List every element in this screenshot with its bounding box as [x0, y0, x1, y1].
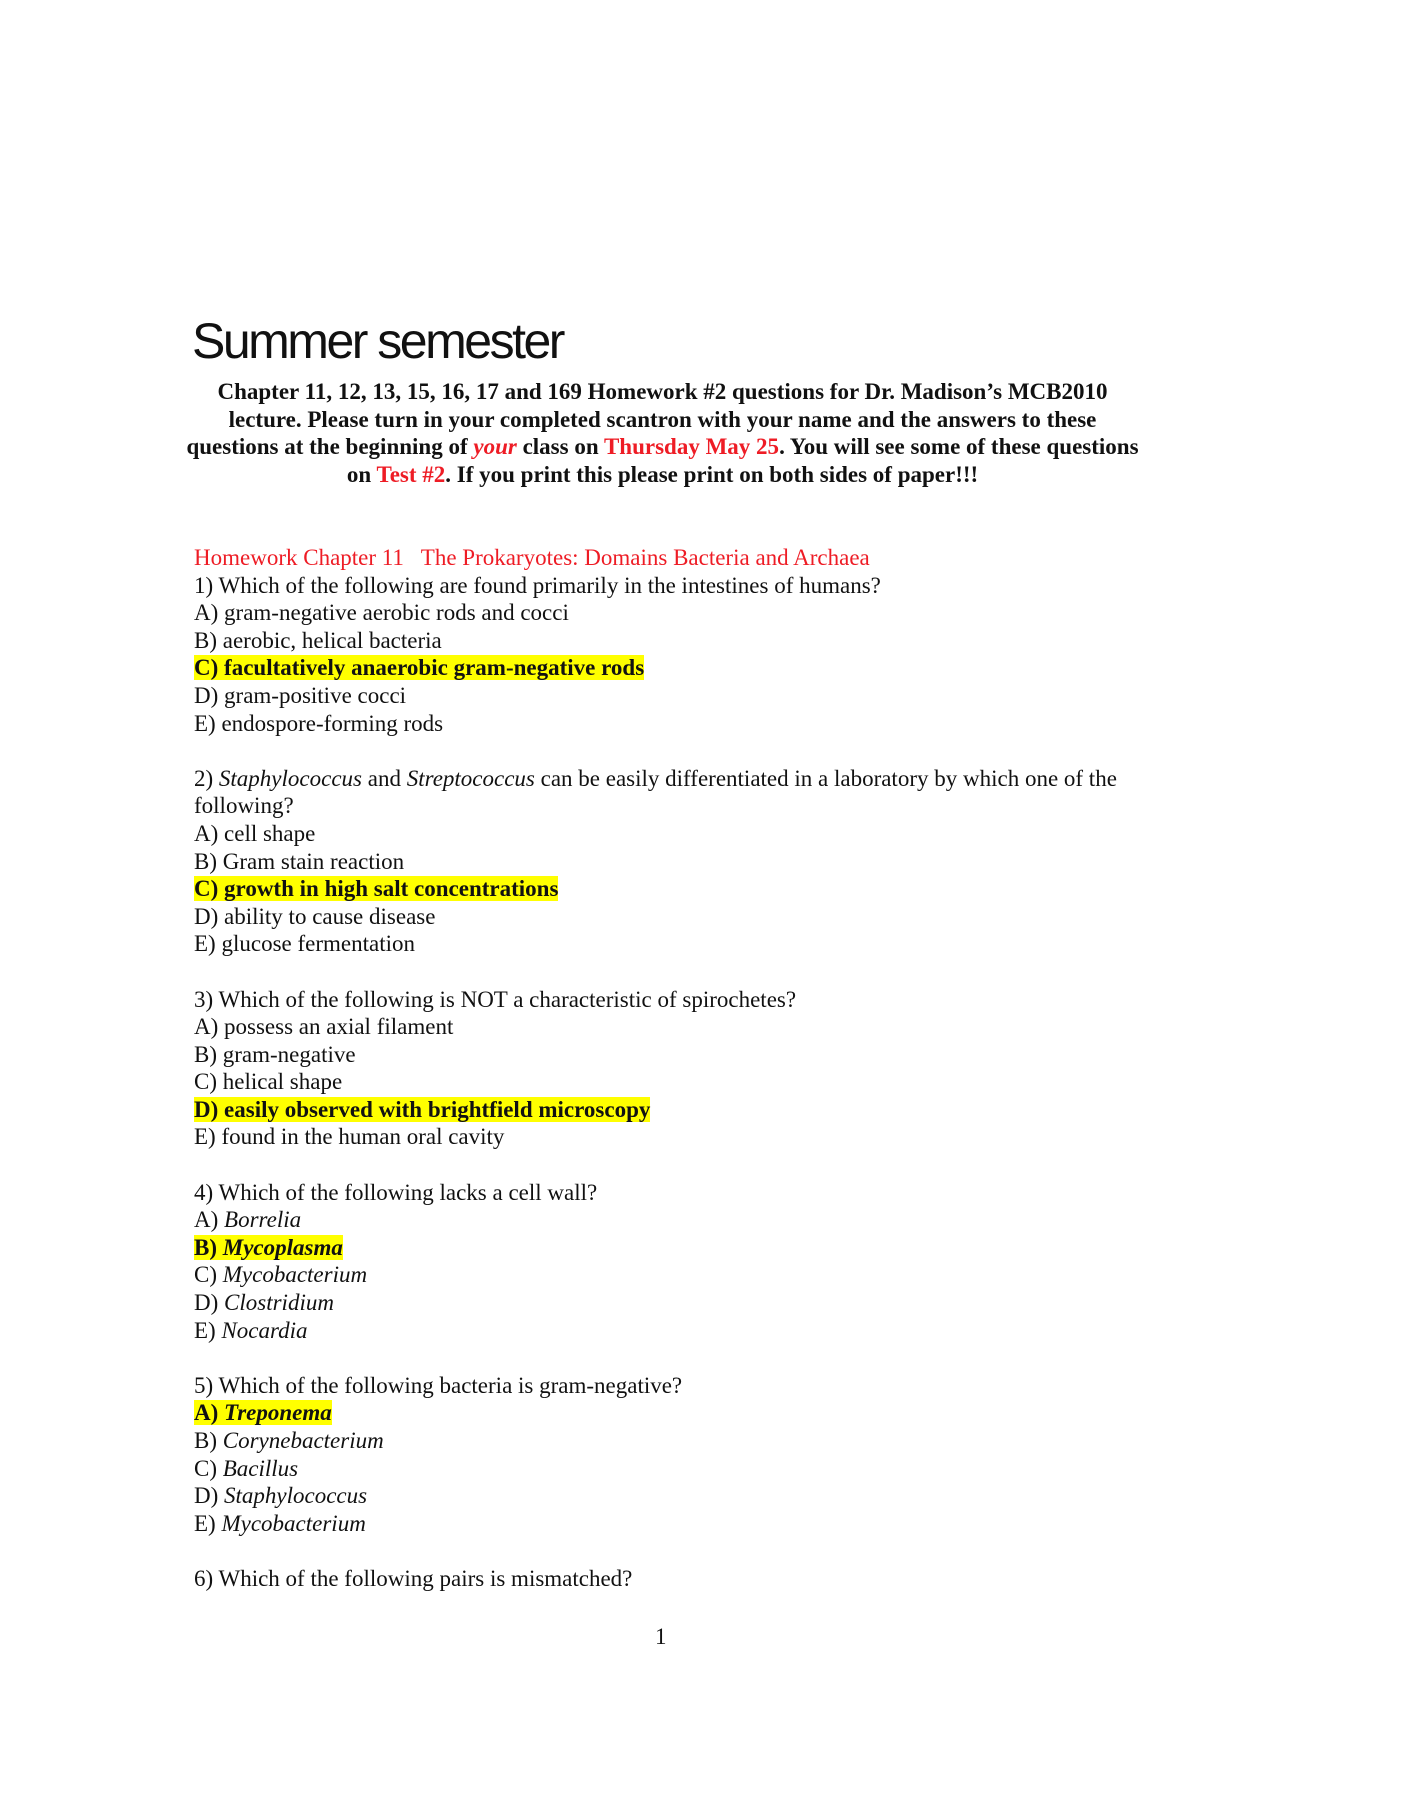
answer-option [194, 1013, 1144, 1041]
option-text: ability to cause disease [224, 903, 436, 929]
question-stem [194, 1179, 1144, 1207]
answer-option-correct [194, 875, 1144, 903]
option-text: Gram stain reaction [222, 848, 405, 874]
option-content [194, 1069, 342, 1094]
test-name: Test #2 [376, 461, 446, 487]
option-text: gram-positive cocci [224, 682, 407, 708]
stem-text: 4) Which of the following lacks a cell wall? [194, 1179, 598, 1205]
option-label: E) [194, 1317, 216, 1343]
question-stem [194, 765, 1144, 820]
option-content [194, 1483, 367, 1508]
answer-option [194, 682, 1144, 710]
blank-line [194, 1151, 1144, 1179]
highlighted-answer [194, 1400, 332, 1425]
answer-option [194, 820, 1144, 848]
intro-text: class on [516, 434, 604, 460]
answer-option [194, 1206, 1144, 1234]
option-content [194, 1511, 366, 1536]
option-label: E) [194, 1510, 216, 1536]
option-content [194, 1262, 367, 1287]
option-text: Borrelia [224, 1207, 302, 1233]
homework-body [194, 544, 1144, 1593]
option-content [194, 711, 443, 736]
option-label: A) [194, 1400, 219, 1426]
option-content [194, 1290, 334, 1315]
highlighted-answer [194, 1097, 650, 1122]
option-label: B) [194, 1041, 217, 1067]
option-label: B) [194, 1428, 217, 1453]
option-label: D) [194, 1096, 219, 1122]
stem-text: 1) Which of the following are found primarily in the intestines of humans? [194, 572, 881, 598]
answer-option [194, 1261, 1144, 1289]
intro-text: . You will see some of these questions on [346, 434, 1139, 487]
option-label: D) [194, 903, 219, 929]
option-text: possess an axial filament [224, 1014, 454, 1040]
question-stem [194, 572, 1144, 600]
highlighted-answer [194, 655, 644, 680]
answer-option [194, 1123, 1144, 1151]
option-label: A) [194, 820, 219, 846]
document-title: Summer semester [192, 313, 563, 369]
option-label: C) [194, 1262, 217, 1288]
stem-text: and [362, 765, 407, 791]
option-content [194, 600, 569, 625]
option-text: found in the human oral cavity [221, 1124, 505, 1150]
answer-option-correct [194, 1234, 1144, 1262]
blank-line [194, 1344, 1144, 1372]
option-text: facultatively anaerobic gram-negative rods [224, 655, 645, 681]
answer-option [194, 627, 1144, 655]
option-label: C) [194, 1455, 217, 1481]
option-text: Treponema [224, 1400, 332, 1426]
option-content [194, 628, 442, 653]
stem-text: 5) Which of the following bacteria is gram-negative? [194, 1372, 683, 1398]
stem-text: 3) Which of the following is NOT a characteristic of spirochetes? [194, 986, 797, 1012]
option-content [194, 904, 435, 929]
due-date: Thursday May 25 [603, 434, 780, 460]
option-text: Mycobacterium [222, 1262, 368, 1288]
option-text: Mycoplasma [222, 1234, 343, 1260]
question-stem [194, 1372, 1144, 1400]
section-heading: Homework Chapter 11 The Prokaryotes: Domains Bacteria and Archaea [194, 545, 870, 570]
option-label: D) [194, 1290, 219, 1316]
answer-option [194, 1317, 1144, 1345]
answer-option-correct [194, 654, 1144, 682]
option-content [194, 1456, 298, 1481]
intro-text: . If you print this please print on both sides of paper!!! [445, 461, 979, 487]
assignment-instructions [180, 378, 1145, 488]
stem-text: Streptococcus [406, 765, 535, 791]
answer-option [194, 903, 1144, 931]
highlighted-answer [194, 876, 558, 901]
answer-option [194, 1289, 1144, 1317]
option-label: E) [194, 710, 216, 736]
option-content [194, 931, 415, 956]
highlighted-answer [194, 1235, 343, 1260]
answer-option [194, 1482, 1144, 1510]
option-text: Bacillus [222, 1455, 299, 1481]
option-content [194, 1318, 308, 1343]
option-text: growth in high salt concentrations [224, 876, 559, 902]
blank-line [194, 1537, 1144, 1565]
option-label: D) [194, 1483, 219, 1509]
option-content [194, 1428, 384, 1453]
option-content [194, 1124, 504, 1149]
option-label: E) [194, 1124, 216, 1150]
option-label: C) [194, 876, 219, 902]
option-text: cell shape [224, 820, 316, 846]
answer-option [194, 848, 1144, 876]
blank-line [194, 958, 1144, 986]
option-content [194, 1207, 301, 1232]
answer-option-correct [194, 1096, 1144, 1124]
answer-option [194, 710, 1144, 738]
option-text: aerobic, helical bacteria [222, 627, 442, 653]
option-content [194, 1014, 453, 1039]
answer-option [194, 1427, 1144, 1455]
answer-option [194, 1041, 1144, 1069]
answer-option [194, 1510, 1144, 1538]
question-list [194, 572, 1144, 1593]
option-label: B) [194, 1234, 217, 1260]
option-text: Nocardia [221, 1317, 308, 1343]
option-label: A) [194, 1014, 219, 1040]
option-text: helical shape [222, 1069, 343, 1095]
answer-option [194, 1455, 1144, 1483]
option-content [194, 849, 404, 874]
option-text: easily observed with brightfield microscopy [224, 1096, 651, 1122]
option-label: B) [194, 848, 217, 874]
answer-option [194, 1068, 1144, 1096]
answer-option [194, 930, 1144, 958]
stem-text: 2) [194, 765, 219, 791]
stem-text: 6) Which of the following pairs is mismatched? [194, 1565, 633, 1591]
answer-option-correct [194, 1399, 1144, 1427]
stem-text: Staphylococcus [218, 765, 362, 791]
answer-option [194, 599, 1144, 627]
option-text: Corynebacterium [222, 1428, 384, 1453]
question-stem [194, 1565, 1144, 1593]
option-text: Mycobacterium [221, 1510, 366, 1536]
question-stem [194, 986, 1144, 1014]
intro-your: your [473, 434, 517, 460]
option-content [194, 1042, 356, 1067]
page-number: 1 [655, 1624, 667, 1649]
option-text: glucose fermentation [221, 931, 415, 957]
option-label: A) [194, 600, 219, 626]
intro-text: Chapter 11, 12, 13, 15, 16, 17 and 169 Homework #2 questions for Dr. Madison’s MCB2010 lecture. Please turn in your completed scantron with your name and the answers to these questions at the beginning of [186, 379, 1108, 460]
option-text: Clostridium [224, 1290, 334, 1316]
option-label: B) [194, 627, 217, 653]
option-label: C) [194, 655, 219, 681]
option-label: A) [194, 1207, 219, 1233]
option-text: Staphylococcus [224, 1483, 368, 1509]
blank-line [194, 737, 1144, 765]
option-label: C) [194, 1069, 217, 1095]
option-label: E) [194, 931, 216, 957]
option-content [194, 683, 406, 708]
option-text: endospore-forming rods [221, 710, 444, 736]
option-text: gram-negative [222, 1041, 356, 1067]
stem-text: can be easily differentiated in a laboratory by which one of the following? [194, 765, 1117, 819]
option-text: gram-negative aerobic rods and cocci [224, 600, 569, 626]
option-label: D) [194, 682, 219, 708]
option-content [194, 821, 315, 846]
